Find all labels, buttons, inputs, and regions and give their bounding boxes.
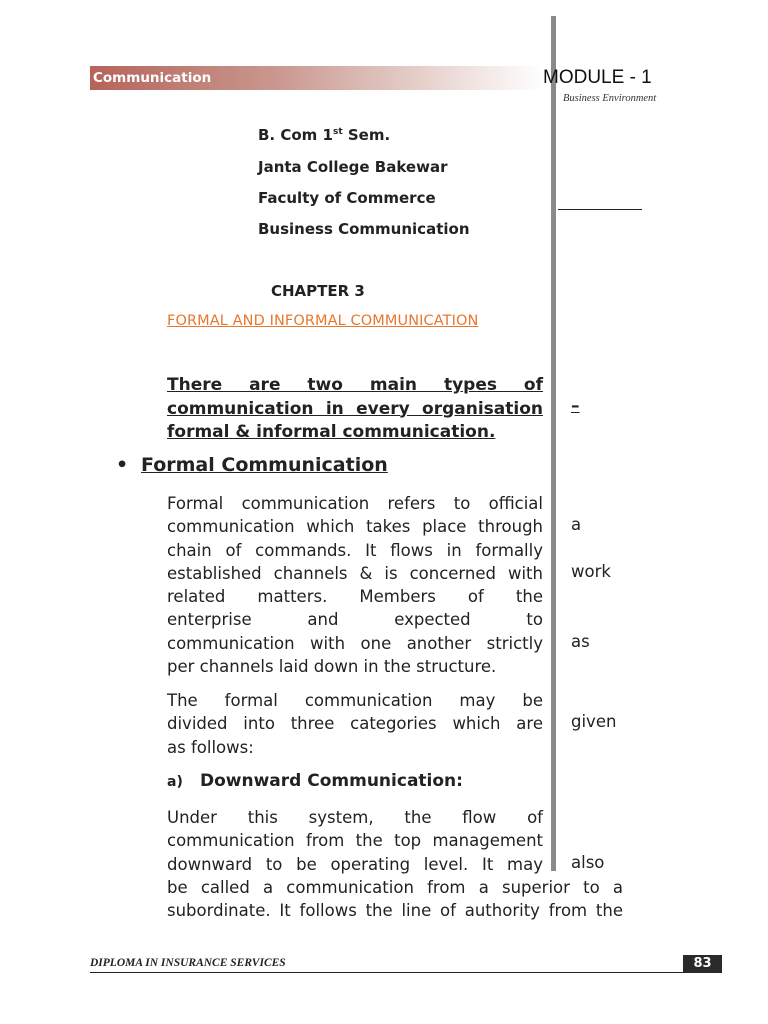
margin-word: also bbox=[571, 853, 605, 872]
paragraph-line: The formal communication may be bbox=[167, 691, 543, 710]
intro-line: formal & informal communication. bbox=[167, 422, 496, 442]
paragraph-line: chain of commands. It flows in formally bbox=[167, 540, 543, 560]
paragraph-line: as follows: bbox=[167, 737, 254, 757]
margin-word: a bbox=[571, 515, 582, 534]
intro-line: communication in every organisation bbox=[167, 398, 543, 419]
paragraph-formal-definition bbox=[167, 492, 543, 678]
paragraph-line: communication which takes place through bbox=[167, 517, 543, 537]
chapter-title: FORMAL AND INFORMAL COMMUNICATION bbox=[167, 313, 479, 329]
vertical-divider bbox=[551, 16, 556, 871]
header-section-label: Communication bbox=[93, 70, 212, 86]
college-name: Janta College Bakewar bbox=[258, 158, 448, 176]
margin-word: given bbox=[571, 712, 617, 731]
paragraph-line: subordinate. It follows the line of authority from the bbox=[167, 901, 623, 921]
intro-line: There are two main types of bbox=[167, 375, 543, 395]
paragraph-line: enterprise and expected to bbox=[167, 610, 543, 630]
paragraph-line: divided into three categories which are bbox=[167, 714, 543, 734]
paragraph-line: related matters. Members of the bbox=[167, 587, 543, 607]
paragraph-downward bbox=[167, 806, 543, 876]
paragraph-line: per channels laid down in the structure. bbox=[167, 657, 497, 677]
footer-rule bbox=[90, 972, 722, 973]
page-number: 83 bbox=[683, 955, 722, 973]
subsection-marker: a) bbox=[167, 774, 183, 790]
paragraph-line: communication with one another strictly bbox=[167, 633, 543, 653]
paragraph-line: Formal communication refers to official bbox=[167, 494, 543, 513]
bullet-icon: • bbox=[116, 454, 129, 476]
margin-word: work bbox=[571, 562, 611, 581]
course-line: B. Com 1st Sem. bbox=[258, 126, 391, 144]
margin-rule bbox=[558, 209, 642, 210]
faculty-name: Faculty of Commerce bbox=[258, 189, 436, 207]
paragraph-line: be called a communication from a superior to a bbox=[167, 878, 623, 897]
paragraph-line: communication from the top management bbox=[167, 831, 543, 851]
subsection-title: Downward Communication: bbox=[200, 771, 463, 791]
footer-title: DIPLOMA IN INSURANCE SERVICES bbox=[90, 957, 286, 969]
chapter-label: CHAPTER 3 bbox=[271, 282, 365, 300]
paragraph-line: established channels & is concerned with bbox=[167, 563, 543, 583]
paragraph-line: Under this system, the flow of bbox=[167, 808, 543, 827]
paragraph-categories bbox=[167, 689, 543, 759]
subject-name: Business Communication bbox=[258, 220, 470, 238]
margin-dash: – bbox=[571, 396, 580, 416]
intro-statement bbox=[167, 374, 543, 445]
margin-word: as bbox=[571, 632, 590, 651]
module-label: MODULE - 1 bbox=[543, 67, 652, 88]
module-subtitle: Business Environment bbox=[563, 93, 657, 104]
paragraph-downward-continued bbox=[167, 876, 623, 923]
paragraph-line: downward to be operating level. It may bbox=[167, 854, 543, 874]
section-title: Formal Communication bbox=[141, 454, 388, 476]
